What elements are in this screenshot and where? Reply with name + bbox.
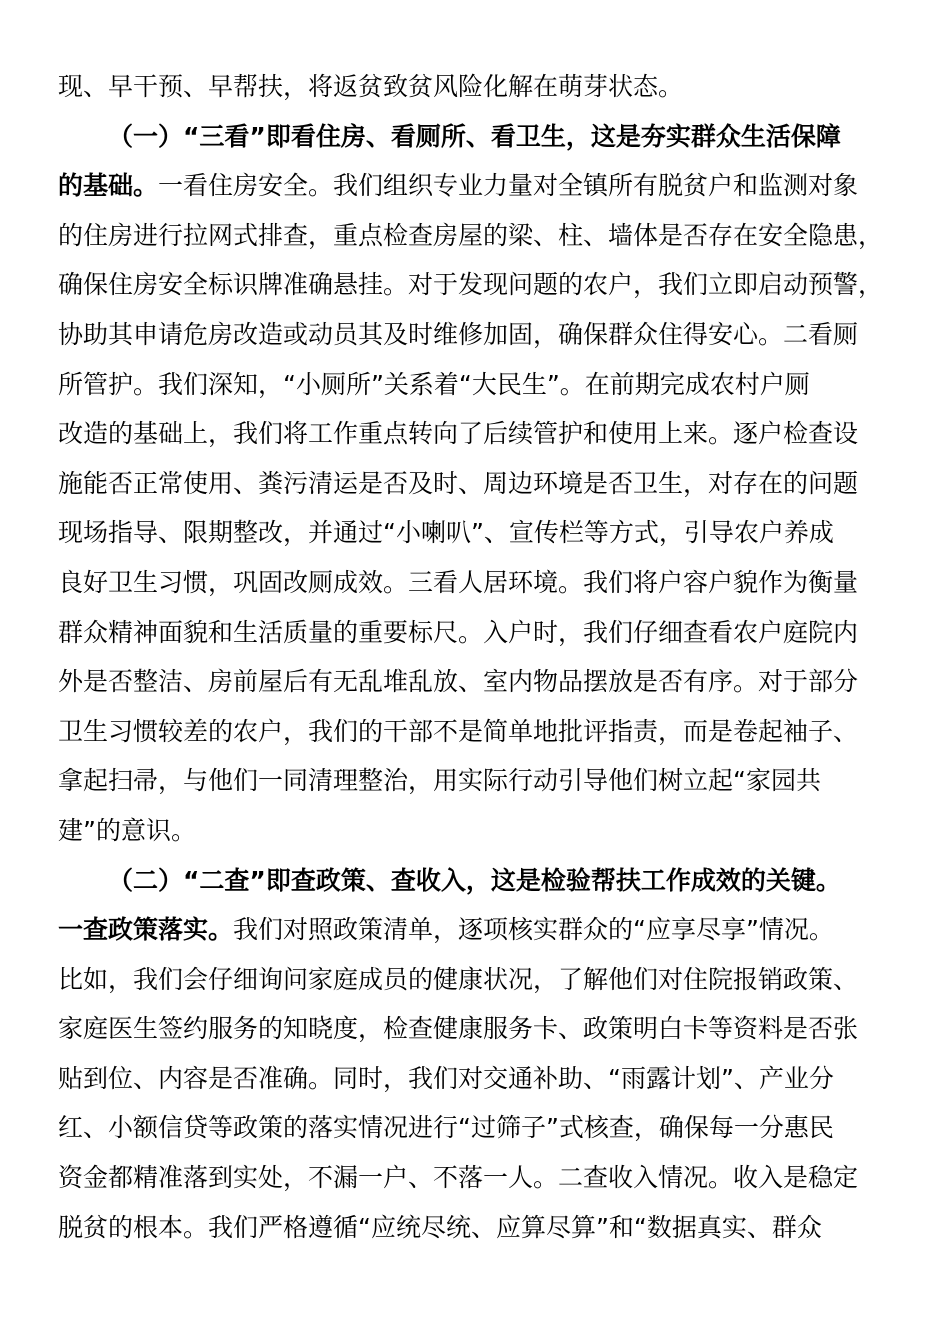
line-8-text: 改造的基础上，我们将工作重点转向了后续管护和使用上来。逐户检查设 — [58, 419, 859, 449]
text-line-15 — [58, 756, 904, 806]
line-5-text: 确保住房安全标识牌准确悬挂。对于发现问题的农户，我们立即启动预警， — [58, 270, 884, 300]
line-19-text: 比如，我们会仔细询问家庭成员的健康状况，了解他们对住院报销政策、 — [58, 964, 859, 994]
text-line-7 — [58, 360, 904, 410]
text-line-3 — [58, 161, 904, 211]
text-line-5 — [58, 260, 904, 310]
line-12-text: 群众精神面貌和生活质量的重要标尺。入户时，我们仔细查看农户庭院内 — [58, 617, 859, 647]
line-24-text: 脱贫的根本。我们严格遵循“应统尽统、应算尽算”和“数据真实、群众 — [58, 1212, 822, 1242]
line-14-text: 卫生习惯较差的农户，我们的干部不是简单地批评指责，而是卷起袖子、 — [58, 716, 859, 746]
heading-2-text: （二）“二查”即查政策、查收入，这是检验帮扶工作成效的关键。 — [108, 865, 841, 895]
text-line-14 — [58, 707, 904, 757]
text-line-24 — [58, 1203, 904, 1253]
text-line-16 — [58, 806, 904, 856]
line-11-text: 良好卫生习惯，巩固改厕成效。三看人居环境。我们将户容户貌作为衡量 — [58, 567, 859, 597]
text-line-12 — [58, 608, 904, 658]
line-4-text: 的住房进行拉网式排查，重点检查房屋的梁、柱、墙体是否存在安全隐患， — [58, 220, 884, 250]
text-line-21 — [58, 1054, 904, 1104]
text-line-11 — [58, 558, 904, 608]
text-line-8 — [58, 409, 904, 459]
line-3-text: 一看住房安全。我们组织专业力量对全镇所有脱贫户和监测对象 — [158, 171, 859, 201]
line-6-text: 协助其申请危房改造或动员其及时维修加固，确保群众住得安心。二看厕 — [58, 319, 859, 349]
line-9-text: 施能否正常使用、粪污清运是否及时、周边环境是否卫生，对存在的问题 — [58, 468, 859, 498]
text-line-18 — [58, 905, 904, 955]
line-15-text: 拿起扫帚，与他们一同清理整治，用实际行动引导他们树立起“家园共 — [58, 766, 821, 796]
text-line-4 — [58, 211, 904, 261]
heading-1-text: （一）“三看”即看住房、看厕所、看卫生，这是夯实群众生活保障 — [108, 121, 841, 151]
text-line-20 — [58, 1004, 904, 1054]
text-line-1 — [58, 62, 904, 112]
line-13-text: 外是否整洁、房前屋后有无乱堆乱放、室内物品摆放是否有序。对于部分 — [58, 667, 859, 697]
line-10-text: 现场指导、限期整改，并通过“小喇叭”、宣传栏等方式，引导农户养成 — [58, 518, 834, 548]
line-23-text: 资金都精准落到实处，不漏一户、不落一人。二查收入情况。收入是稳定 — [58, 1163, 859, 1193]
section-heading-2 — [58, 856, 904, 906]
text-line-9 — [58, 459, 904, 509]
text-line-23 — [58, 1153, 904, 1203]
subheading-policy: 一查政策落实。 — [58, 915, 234, 945]
line-1-text: 现、早干预、早帮扶，将返贫致贫风险化解在萌芽状态。 — [58, 72, 684, 101]
line-18-text: 我们对照政策清单，逐项核实群众的“应享尽享”情况。 — [233, 915, 834, 945]
text-line-22 — [58, 1103, 904, 1153]
section-heading-1 — [58, 112, 904, 162]
document-page — [58, 62, 904, 1252]
heading-1-continuation: 的基础。 — [58, 171, 159, 201]
text-line-13 — [58, 657, 904, 707]
line-16-text: 建”的意识。 — [58, 815, 196, 845]
text-line-6 — [58, 310, 904, 360]
line-20-text: 家庭医生签约服务的知晓度，检查健康服务卡、政策明白卡等资料是否张 — [58, 1014, 859, 1044]
text-line-10 — [58, 508, 904, 558]
line-21-text: 贴到位、内容是否准确。同时，我们对交通补助、“雨露计划”、产业分 — [58, 1063, 834, 1093]
line-7-text: 所管护。我们深知，“小厕所”关系着“大民生”。在前期完成农村户厕 — [58, 369, 810, 399]
line-22-text: 红、小额信贷等政策的落实情况进行“过筛子”式核查，确保每一分惠民 — [58, 1113, 834, 1143]
text-line-19 — [58, 955, 904, 1005]
